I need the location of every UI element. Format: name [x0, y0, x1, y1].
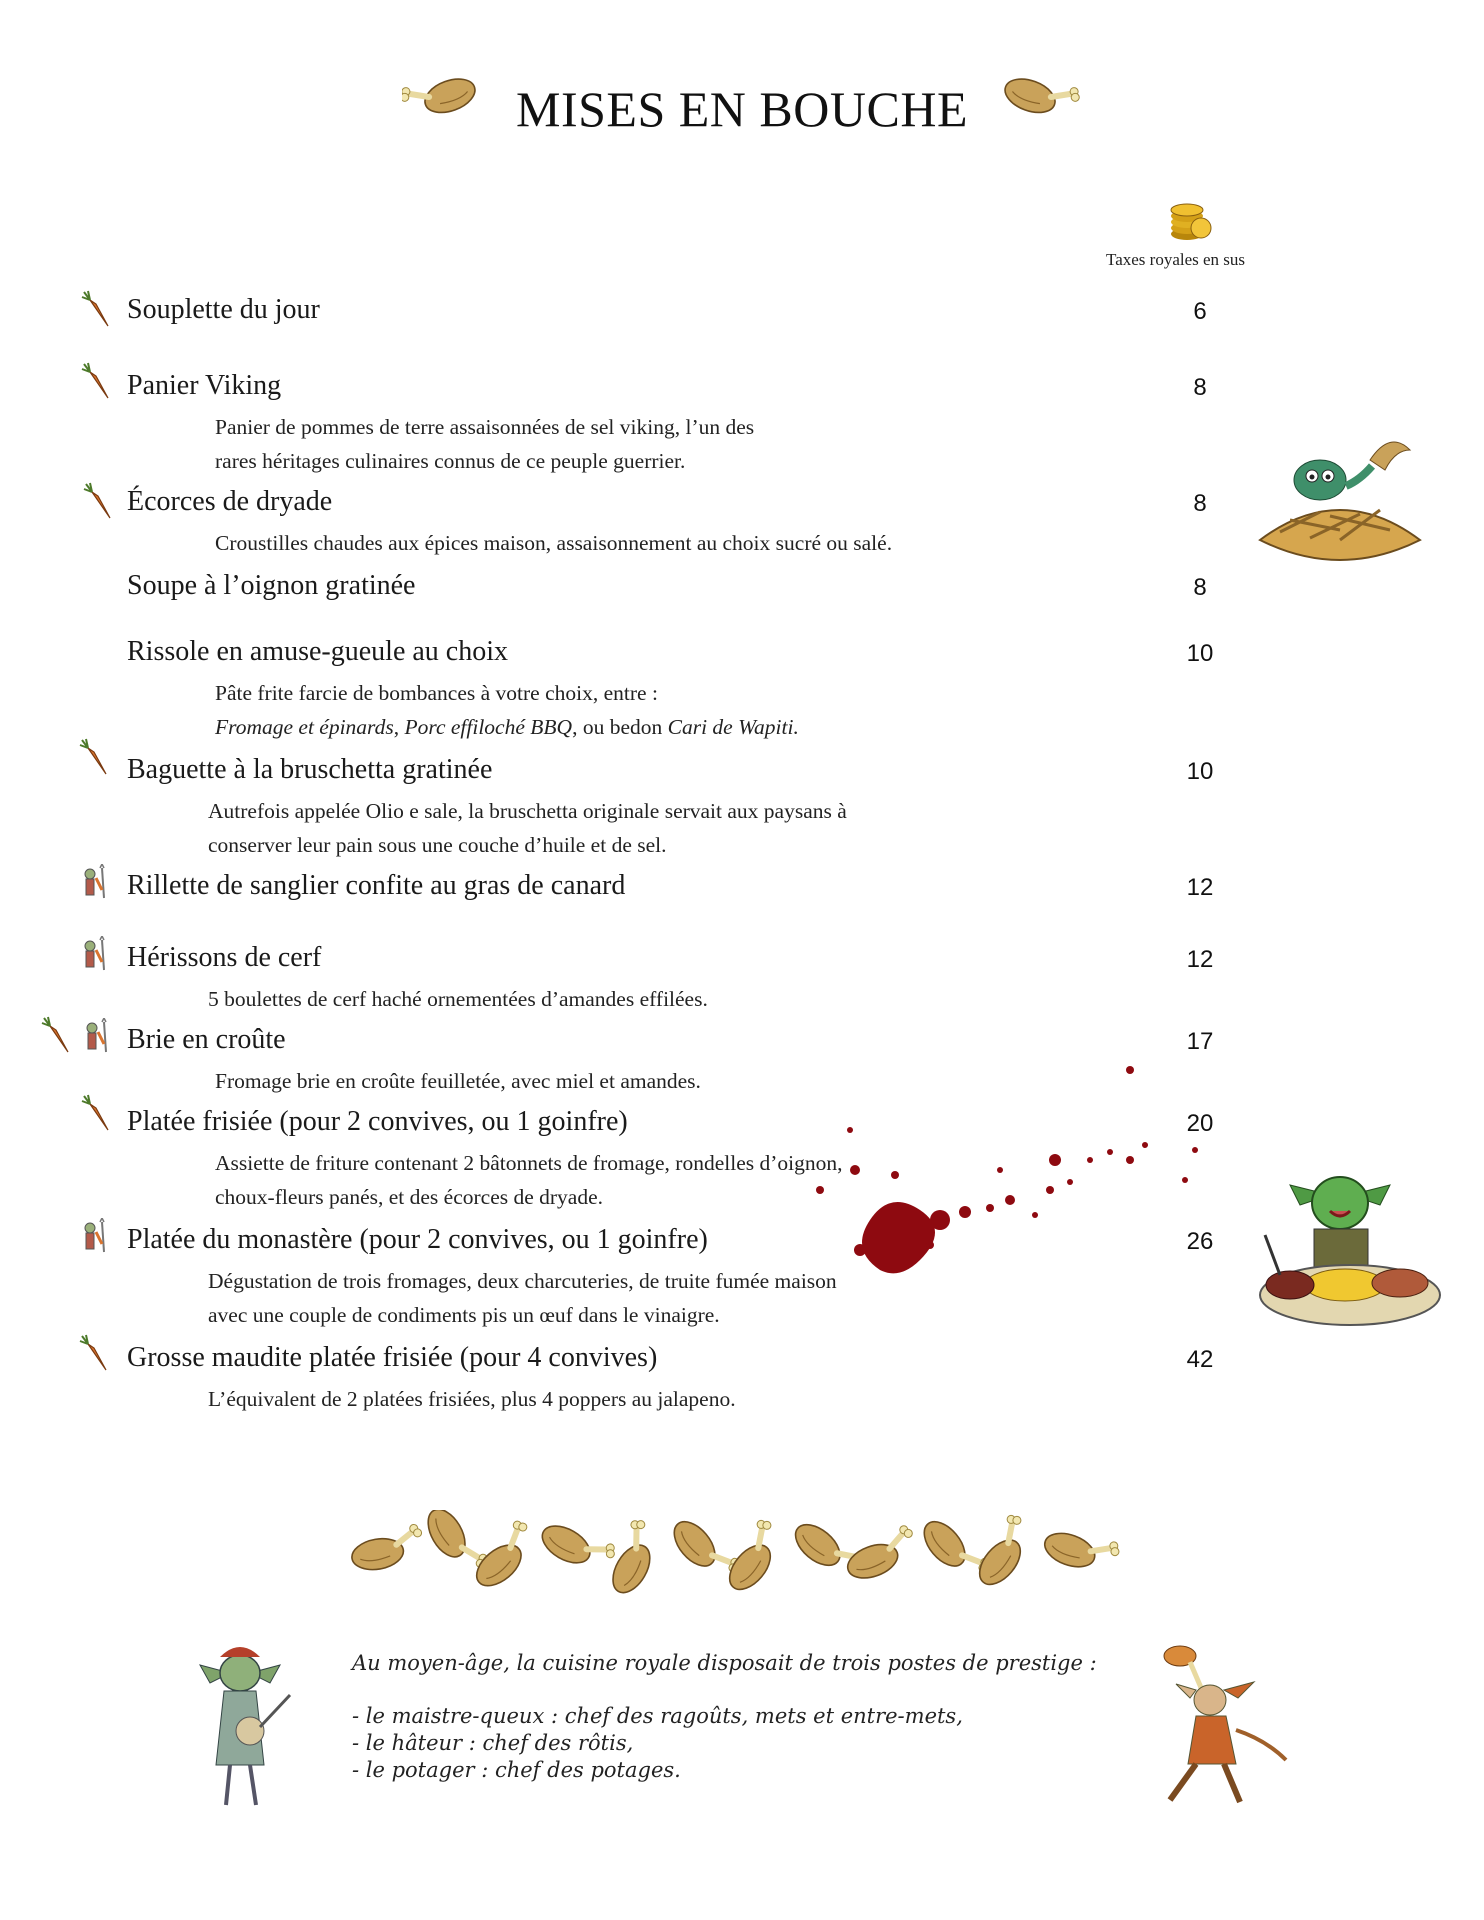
goblin-with-carrot-icon	[80, 1018, 116, 1058]
footer-note	[352, 1650, 1097, 1784]
carrot-icon	[78, 1094, 114, 1138]
menu-item-price: 8	[1193, 374, 1207, 401]
footer-intro: Au moyen-âge, la cuisine royale disposait de trois postes de prestige :	[352, 1651, 1097, 1675]
goblin-with-drumstick-illustration	[1140, 1640, 1300, 1810]
menu-item-price: 8	[1193, 574, 1207, 601]
menu-item-name: Hérissons de cerf	[127, 942, 322, 973]
menu-item-description: 5 boulettes de cerf haché ornementées d’amandes effilées.	[208, 987, 708, 1011]
menu-item-name: Rissole en amuse-gueule au choix	[127, 636, 509, 667]
menu-item-price: 8	[1193, 490, 1207, 517]
menu-item-description: Panier de pommes de terre assaisonnées de sel viking, l’un des	[215, 415, 755, 439]
goblin-bard-illustration	[180, 1635, 300, 1815]
menu-item-description: Fromage brie en croûte feuilletée, avec miel et amandes.	[215, 1069, 701, 1093]
menu-item-price: 6	[1193, 298, 1207, 325]
menu-item-price: 26	[1186, 1228, 1214, 1255]
menu-item-name: Grosse maudite platée frisiée (pour 4 convives)	[127, 1342, 658, 1373]
goblin-with-carrot-icon	[78, 1218, 114, 1258]
menu-item-description: choux-fleurs panés, et des écorces de dryade.	[215, 1185, 604, 1209]
menu-item-name: Brie en croûte	[127, 1024, 286, 1055]
goblin-with-platter-illustration	[1250, 1155, 1450, 1345]
goblin-with-carrot-icon	[78, 936, 114, 976]
carrot-icon	[76, 738, 112, 782]
drumstick-border-decoration	[350, 1510, 1130, 1600]
menu-item-price: 42	[1186, 1346, 1214, 1373]
menu-item-description: rares héritages culinaires connus de ce peuple guerrier.	[215, 449, 686, 473]
goblin-with-carrot-icon	[78, 864, 114, 904]
menu-item-price: 12	[1186, 874, 1214, 901]
menu-item-name: Écorces de dryade	[127, 486, 333, 517]
choice-cheese-spinach: Fromage et épinards	[215, 715, 394, 739]
footer-line: - le potager : chef des potages.	[352, 1758, 681, 1782]
footer-line: - le hâteur : chef des rôtis,	[352, 1731, 634, 1755]
menu-item-description: avec une couple de condiments pis un œuf dans le vinaigre.	[208, 1303, 720, 1327]
menu-item-name: Platée frisiée (pour 2 convives, ou 1 goinfre)	[127, 1106, 628, 1137]
menu-item-description: Croustilles chaudes aux épices maison, assaisonnement au choix sucré ou salé.	[215, 531, 893, 555]
menu-item-price: 20	[1186, 1110, 1214, 1137]
menu-item-price: 10	[1186, 640, 1214, 667]
menu-item-description: conserver leur pain sous une couche d’huile et de sel.	[208, 833, 667, 857]
menu-item-description: Pâte frite farcie de bombances à votre choix, entre :	[215, 681, 658, 705]
menu-item-name: Platée du monastère (pour 2 convives, ou 1 goinfre)	[127, 1224, 708, 1255]
choice-wapiti-curry: Cari de Wapiti	[667, 715, 794, 739]
menu-item-price: 10	[1186, 758, 1214, 785]
carrot-icon	[38, 1016, 74, 1060]
menu-item-description: L’équivalent de 2 platées frisiées, plus 4 poppers au jalapeno.	[208, 1387, 736, 1411]
footer-line: - le maistre-queux : chef des ragoûts, mets et entre-mets,	[352, 1704, 963, 1728]
menu-item-name: Baguette à la bruschetta gratinée	[127, 754, 493, 785]
carrot-icon	[78, 362, 114, 406]
menu-item-price: 17	[1186, 1028, 1214, 1055]
page-title: MISES EN BOUCHE	[516, 81, 968, 137]
menu-item-name: Rillette de sanglier confite au gras de canard	[127, 870, 626, 901]
blood-splatter-decoration	[800, 1060, 1260, 1290]
menu-item-name: Panier Viking	[127, 370, 282, 401]
menu-item-description: Autrefois appelée Olio e sale, la bruschetta originale servait aux paysans à	[208, 799, 847, 823]
menu-item-description: Dégustation de trois fromages, deux charcuteries, de truite fumée maison	[208, 1269, 837, 1293]
carrot-icon	[80, 482, 116, 526]
menu-item-description: Assiette de friture contenant 2 bâtonnets de fromage, rondelles d’oignon,	[215, 1151, 843, 1175]
drumstick-icon	[1000, 70, 1080, 132]
carrot-icon	[76, 1334, 112, 1378]
menu-item-name: Souplette du jour	[127, 294, 320, 325]
carrot-icon	[78, 290, 114, 334]
goblin-in-fries-illustration	[1250, 420, 1430, 570]
choice-pulled-pork: Porc effiloché BBQ	[404, 715, 573, 739]
menu-item-name: Soupe à l’oignon gratinée	[127, 570, 416, 601]
gold-coins-icon	[1167, 194, 1213, 242]
menu-item-price: 12	[1186, 946, 1214, 973]
menu-item-choices: Fromage et épinards, Porc effiloché BBQ, ou bedon Cari de Wapiti.	[215, 715, 799, 739]
tax-note: Taxes royales en sus	[1106, 250, 1246, 269]
